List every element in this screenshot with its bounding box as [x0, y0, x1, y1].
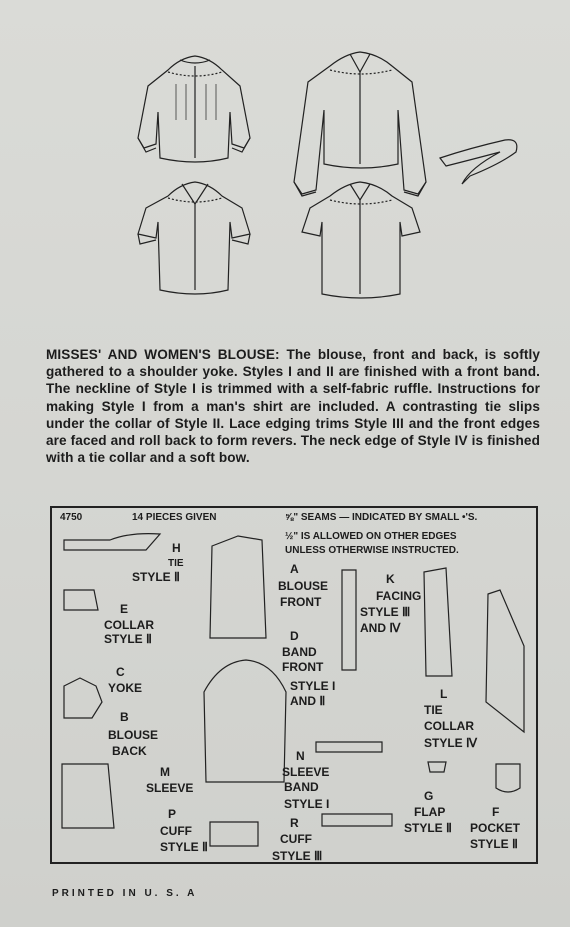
piece-c-letter: C	[116, 665, 125, 679]
tie-illustration	[440, 140, 517, 184]
garment-illustrations	[0, 0, 570, 330]
piece-p-name: CUFF	[160, 824, 192, 838]
piece-e-name: COLLAR	[104, 618, 154, 632]
piece-h-letter: H	[172, 541, 181, 555]
piece-l-name-1: TIE	[424, 703, 443, 717]
pattern-number: 4750	[60, 512, 83, 523]
description-body: The blouse, front and back, is softly gathered to a shoulder yoke. Styles I and II are finished with a front band. The neckline of Style I is trimmed with a self-fabric ruffle. Instructions for making Style I from a man's shirt are included. A contrasting tie slips under the collar of Style II. Lace edging trims Style III and the front edges are faced and roll back to form revers. The neck edge of Style IV is finished with a tie collar and a soft bow.	[46, 347, 540, 466]
piece-p-style: STYLE Ⅱ	[160, 840, 208, 854]
piece-f-pocket	[496, 764, 520, 792]
piece-k-style-2: AND Ⅳ	[360, 621, 401, 635]
piece-d-style-2: AND Ⅱ	[290, 694, 326, 708]
piece-c-name: YOKE	[108, 681, 143, 695]
piece-g-style: STYLE Ⅱ	[404, 821, 452, 835]
piece-d-letter: D	[290, 629, 299, 643]
piece-h-tie	[64, 534, 160, 550]
piece-d-band-front	[342, 570, 356, 670]
piece-m-sleeve	[204, 660, 286, 782]
piece-k-name: FACING	[376, 589, 422, 603]
piece-l-name-2: COLLAR	[424, 719, 474, 733]
piece-r-style: STYLE Ⅲ	[272, 849, 323, 863]
description-title: MISSES' AND WOMEN'S BLOUSE:	[46, 347, 280, 362]
piece-n-name-2: BAND	[284, 780, 319, 794]
piece-f-name: POCKET	[470, 821, 521, 835]
piece-d-style-1: STYLE I	[290, 679, 336, 693]
piece-a-name-1: BLOUSE	[278, 579, 329, 593]
seam-note-line-3: UNLESS OTHERWISE INSTRUCTED.	[285, 545, 459, 556]
piece-k-facing	[424, 568, 452, 676]
printed-in-footer: PRINTED IN U. S. A	[52, 888, 198, 899]
seam-note-line-1: ⅝" SEAMS — INDICATED BY SMALL •'S.	[285, 512, 478, 523]
piece-a-letter: A	[290, 562, 299, 576]
piece-a-blouse-front	[210, 536, 266, 638]
piece-m-letter: M	[160, 765, 170, 779]
piece-h-style: STYLE Ⅱ	[132, 570, 180, 584]
piece-l-letter: L	[440, 687, 448, 701]
piece-f-style: STYLE Ⅱ	[470, 837, 518, 851]
piece-a-name-2: FRONT	[280, 595, 322, 609]
piece-n-letter: N	[296, 749, 305, 763]
piece-m-name: SLEEVE	[146, 781, 194, 795]
piece-g-name: FLAP	[414, 805, 446, 819]
piece-l-tie-collar	[486, 590, 524, 732]
piece-f-letter: F	[492, 805, 500, 819]
piece-e-letter: E	[120, 602, 129, 616]
blouse-style-1-illustration	[138, 56, 250, 162]
piece-g-letter: G	[424, 789, 434, 803]
piece-e-style: STYLE Ⅱ	[104, 632, 152, 646]
piece-d-name-1: BAND	[282, 645, 317, 659]
piece-c-yoke	[64, 678, 102, 718]
piece-b-name-2: BACK	[112, 744, 147, 758]
piece-p-letter: P	[168, 807, 177, 821]
piece-n-sleeve-band	[316, 742, 382, 752]
piece-b-name-1: BLOUSE	[108, 728, 159, 742]
piece-h-name: TIE	[168, 558, 184, 569]
piece-r-name: CUFF	[280, 832, 312, 846]
blouse-style-4-illustration	[302, 182, 420, 298]
blouse-style-2-illustration	[294, 52, 426, 196]
piece-n-style: STYLE I	[284, 797, 330, 811]
pieces-count: 14 PIECES GIVEN	[132, 512, 217, 523]
pattern-description	[46, 346, 540, 466]
blouse-style-3-illustration	[138, 182, 250, 294]
piece-g-flap	[428, 762, 446, 772]
piece-d-name-2: FRONT	[282, 660, 324, 674]
piece-b-letter: B	[120, 710, 129, 724]
piece-l-style: STYLE Ⅳ	[424, 736, 478, 750]
piece-p-cuff	[210, 822, 258, 846]
piece-b-blouse-back	[62, 764, 114, 828]
piece-r-letter: R	[290, 816, 299, 830]
piece-e-collar	[64, 590, 98, 610]
piece-r-cuff	[322, 814, 392, 826]
piece-k-letter: K	[386, 572, 395, 586]
piece-n-name-1: SLEEVE	[282, 765, 330, 779]
piece-k-style-1: STYLE Ⅲ	[360, 605, 411, 619]
seam-note-line-2: ½" IS ALLOWED ON OTHER EDGES	[285, 531, 457, 542]
